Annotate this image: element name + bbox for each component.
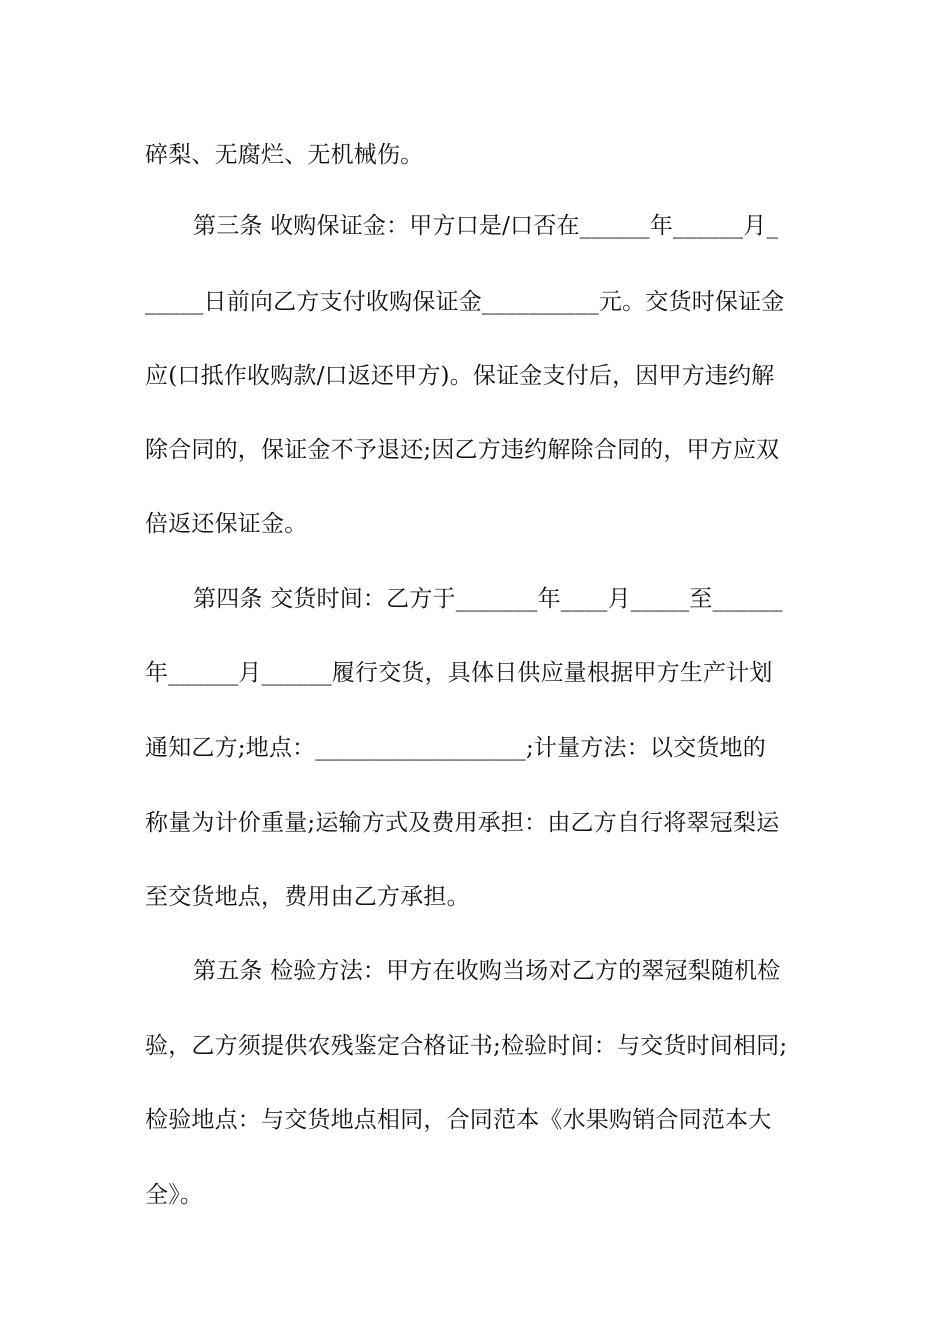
- text-line: 称量为计价重量;运输方式及费用承担：由乙方自行将翠冠梨运: [145, 810, 780, 836]
- clause-5-heading-line: 第五条 检验方法：甲方在收购当场对乙方的翠冠梨随机检: [193, 958, 781, 984]
- text-line: 应(口抵作收购款/口返还甲方)。保证金支付后，因甲方违约解: [145, 363, 775, 389]
- clause-3-heading-line: 第三条 收购保证金：甲方口是/口否在______年______月_: [193, 213, 779, 239]
- text-line: 检验地点：与交货地点相同，合同范本《水果购销合同范本大: [145, 1107, 772, 1133]
- text-line: 碎梨、无腐烂、无机械伤。: [145, 142, 424, 168]
- text-line: 倍返还保证金。: [145, 511, 308, 537]
- text-line: 验，乙方须提供农残鉴定合格证书;检验时间：与交货时间相同;: [145, 1033, 788, 1059]
- text-line: 除合同的，保证金不予退还;因乙方违约解除合同的，甲方应双: [145, 437, 780, 463]
- text-line: 全》。: [145, 1182, 204, 1208]
- clause-4-heading-line: 第四条 交货时间：乙方于_______年____月_____至______: [193, 586, 783, 612]
- text-line: 通知乙方;地点：__________________;计量方法：以交货地的: [145, 735, 766, 761]
- text-line: _____日前向乙方支付收购保证金__________元。交货时保证金: [145, 289, 785, 315]
- text-line: 至交货地点，费用由乙方承担。: [145, 884, 470, 910]
- text-line: 年______月______履行交货，具体日供应量根据甲方生产计划: [145, 660, 773, 686]
